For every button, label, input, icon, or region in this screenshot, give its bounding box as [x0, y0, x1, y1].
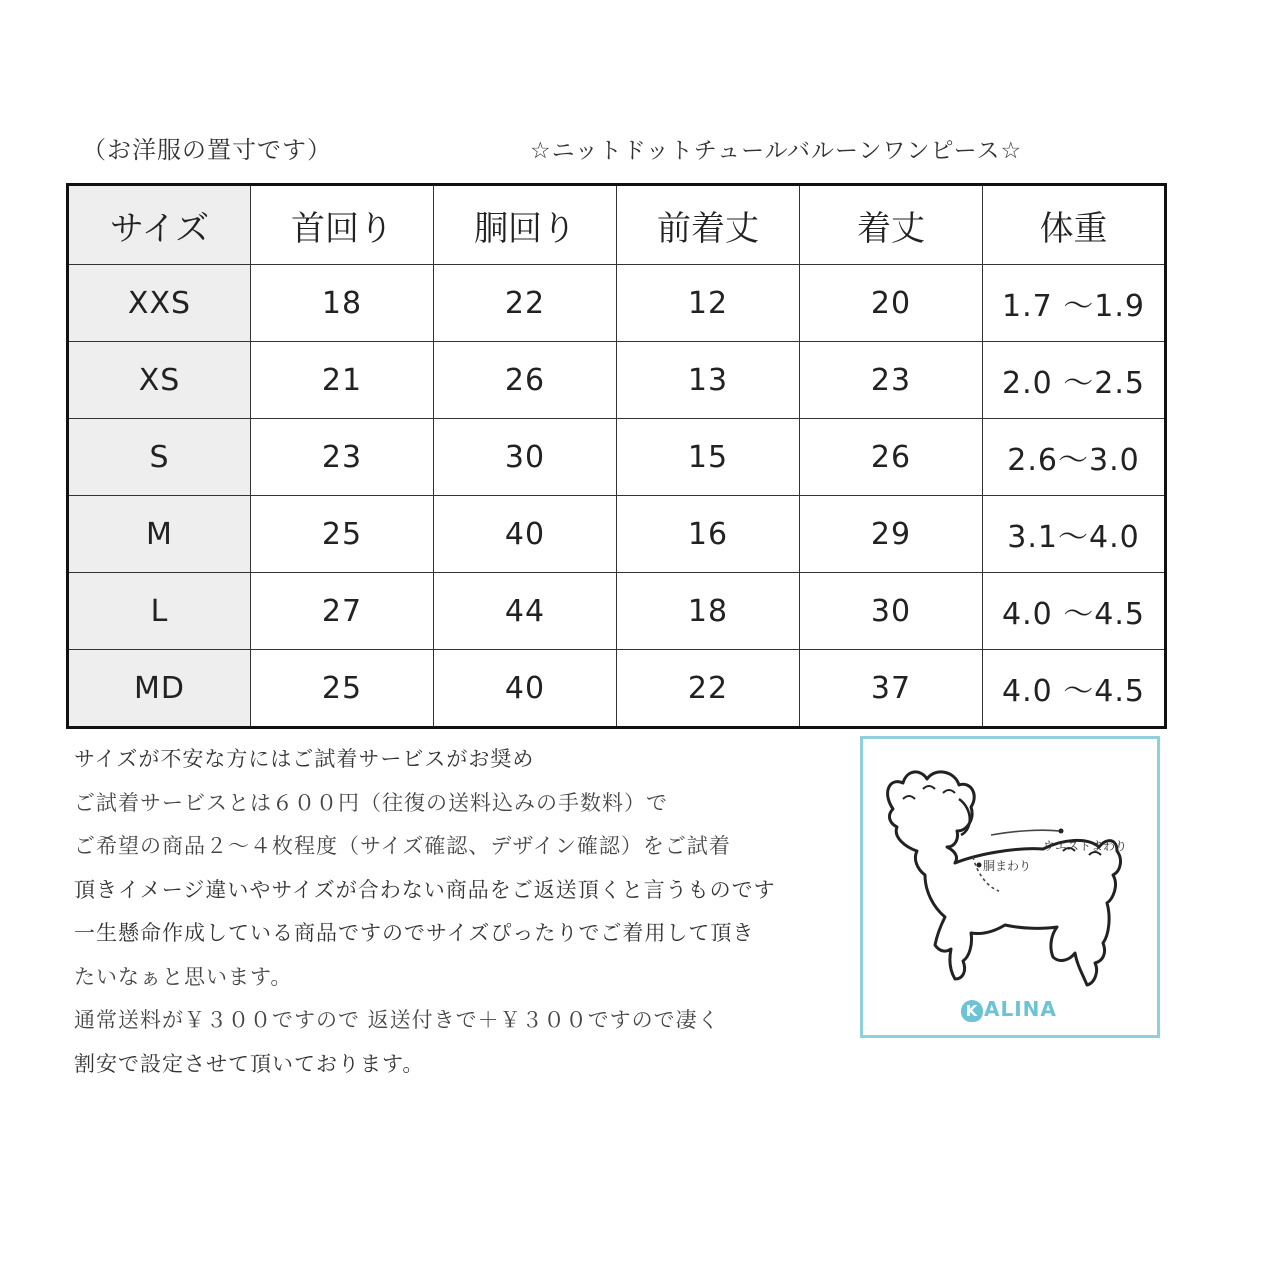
header-front-length: 前着丈	[617, 185, 800, 265]
table-cell: 2.6～3.0	[983, 419, 1166, 496]
note-line: 頂きイメージ違いやサイズが合わない商品をご返送頂くと言うものです	[74, 877, 776, 902]
table-cell: 4.0 ～4.5	[983, 650, 1166, 728]
table-cell: 23	[251, 419, 434, 496]
table-row	[68, 573, 1166, 650]
size-cell: S	[68, 419, 251, 496]
header-chest: 胴回り	[434, 185, 617, 265]
table-cell: 44	[434, 573, 617, 650]
size-cell: XS	[68, 342, 251, 419]
table-row	[68, 650, 1166, 728]
body-marker	[977, 863, 982, 868]
table-row	[68, 496, 1166, 573]
size-cell: MD	[68, 650, 251, 728]
product-title: ☆ニットドットチュールバルーンワンピース☆	[530, 138, 1023, 164]
header-weight: 体重	[983, 185, 1166, 265]
table-cell: 26	[800, 419, 983, 496]
table-cell: 29	[800, 496, 983, 573]
table-cell: 13	[617, 342, 800, 419]
table-cell: 22	[434, 265, 617, 342]
table-cell: 18	[617, 573, 800, 650]
table-cell: 12	[617, 265, 800, 342]
fitting-service-notes	[74, 738, 864, 1086]
waist-measure-line	[991, 830, 1059, 835]
size-chart-table	[66, 183, 1167, 729]
subtitle-note: （お洋服の置寸です）	[82, 136, 332, 164]
table-cell: 25	[251, 496, 434, 573]
table-cell: 26	[434, 342, 617, 419]
note-line: ご試着サービスとは６００円（往復の送料込みの手数料）で	[74, 790, 668, 815]
measurement-diagram	[860, 736, 1160, 1038]
brand-logo	[961, 997, 1057, 1022]
dog-outline	[888, 772, 1121, 985]
note-line: 一生懸命作成している商品ですのでサイズぴったりでご着用して頂き	[74, 921, 755, 945]
table-cell: 40	[434, 496, 617, 573]
table-cell: 25	[251, 650, 434, 728]
dog-silhouette-icon	[863, 739, 1157, 1035]
size-cell: L	[68, 573, 251, 650]
table-cell: 15	[617, 419, 800, 496]
note-line: サイズが不安な方にはご試着サービスがお奨め	[74, 747, 535, 771]
table-cell: 16	[617, 496, 800, 573]
body-label: 胴まわり	[983, 859, 1032, 873]
table-cell: 40	[434, 650, 617, 728]
waist-label: ウエストまわり	[1043, 839, 1128, 853]
table-cell: 4.0 ～4.5	[983, 573, 1166, 650]
table-cell: 27	[251, 573, 434, 650]
table-cell: 22	[617, 650, 800, 728]
table-row	[68, 265, 1166, 342]
table-cell: 1.7 ～1.9	[983, 265, 1166, 342]
waist-marker	[1059, 829, 1064, 834]
table-cell: 30	[434, 419, 617, 496]
heart-icon: K	[961, 1000, 983, 1022]
note-line: 割安で設定させて頂いております。	[74, 1051, 425, 1076]
table-cell: 20	[800, 265, 983, 342]
header-length: 着丈	[800, 185, 983, 265]
table-cell: 2.0 ～2.5	[983, 342, 1166, 419]
note-line: ご希望の商品２～４枚程度（サイズ確認、デザイン確認）をご試着	[74, 834, 731, 858]
header-size: サイズ	[68, 185, 251, 265]
header-neck: 首回り	[251, 185, 434, 265]
table-cell: 37	[800, 650, 983, 728]
size-cell: XXS	[68, 265, 251, 342]
table-cell: 18	[251, 265, 434, 342]
note-line: たいなぁと思います。	[74, 964, 293, 989]
table-row	[68, 342, 1166, 419]
table-header-row	[68, 185, 1166, 265]
table-cell: 21	[251, 342, 434, 419]
note-line: 通常送料が￥３００ですので 返送付きで＋￥３００ですので凄く	[74, 1008, 720, 1032]
table-cell: 23	[800, 342, 983, 419]
table-cell: 3.1～4.0	[983, 496, 1166, 573]
brand-name: ALINA	[984, 997, 1057, 1021]
size-cell: M	[68, 496, 251, 573]
table-cell: 30	[800, 573, 983, 650]
table-row	[68, 419, 1166, 496]
